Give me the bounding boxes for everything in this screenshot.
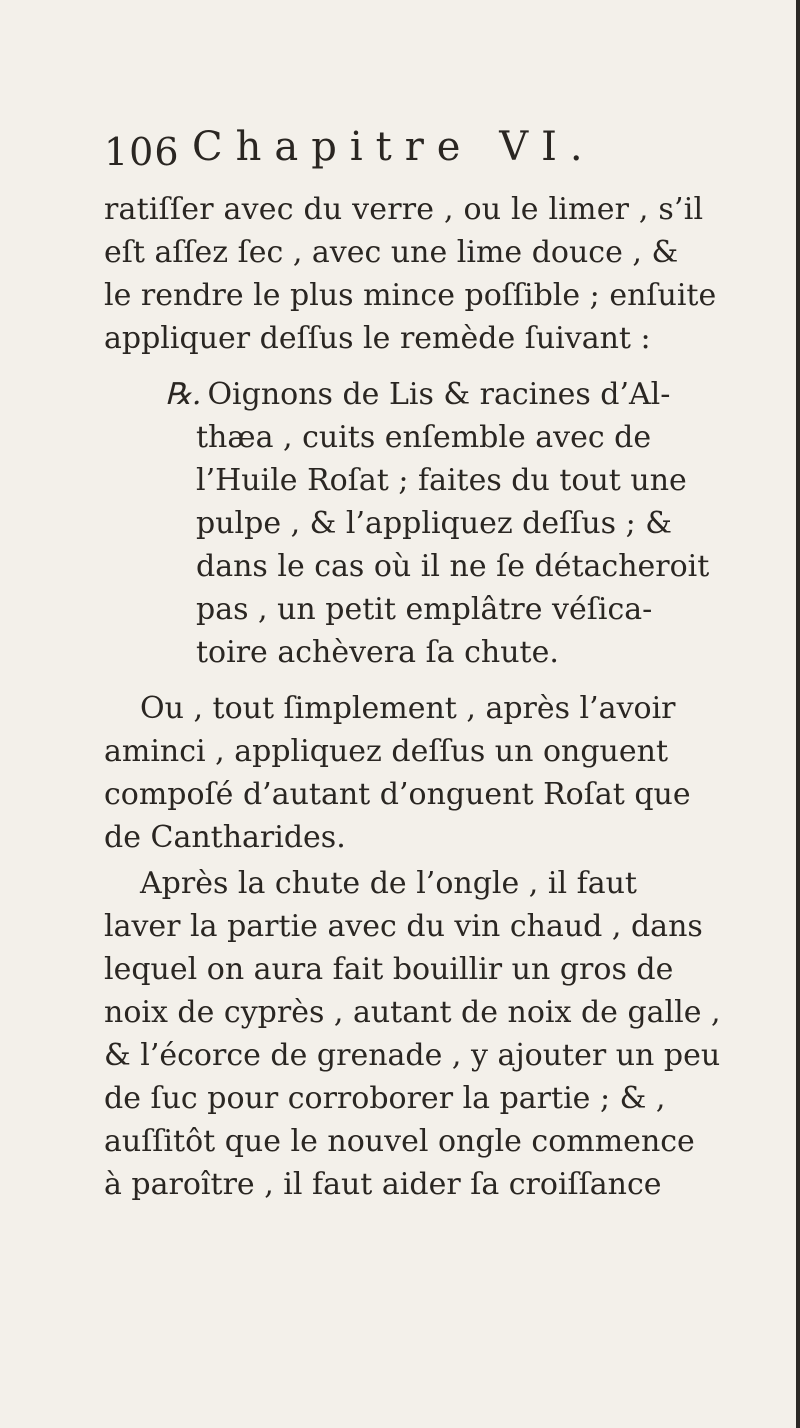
paragraph-2-line-1: Ou , tout ſimplement , après l’avoir <box>140 691 676 726</box>
recipe-symbol: ℞. <box>165 377 202 412</box>
paragraph-3-line-2: laver la partie avec du vin chaud , dans <box>104 909 703 944</box>
paragraph-3-line-7: auſſitôt que le nouvel ongle commence <box>104 1124 695 1159</box>
paragraph-3-line-3: lequel on aura fait bouillir un gros de <box>104 952 674 987</box>
paragraph-2-line-4: de Cantharides. <box>104 820 346 855</box>
recipe-line-6: pas , un petit emplâtre véſica- <box>196 592 653 627</box>
chapter-title: Chapitre VI. <box>192 124 596 170</box>
paragraph-3-line-1: Après la chute de l’ongle , il faut <box>140 866 637 901</box>
paragraph-1-line-1: ratiſſer avec du verre , ou le limer , s’il <box>104 192 704 227</box>
recipe-line-1-text: Oignons de Lis & racines d’Al- <box>207 377 671 412</box>
page-number: 106 <box>104 130 180 174</box>
recipe-line-2: thæa , cuits enſemble avec de <box>196 420 652 455</box>
recipe-line-7: toire achèvera ſa chute. <box>196 635 559 670</box>
paragraph-2-line-3: compoſé d’autant d’onguent Roſat que <box>104 777 691 812</box>
paragraph-1-line-2: eſt aſſez ſec , avec une lime douce , & <box>104 235 679 270</box>
recipe-line-4: pulpe , & l’appliquez deſſus ; & <box>196 506 672 541</box>
running-header <box>104 124 724 174</box>
paragraph-3-line-5: & l’écorce de grenade , y ajouter un peu <box>104 1038 721 1073</box>
paragraph-3-line-4: noix de cyprès , autant de noix de galle , <box>104 995 721 1030</box>
recipe-line-1 <box>165 375 670 415</box>
paragraph-1-line-4: appliquer deſſus le remède ſuivant : <box>104 321 651 356</box>
recipe-line-3: l’Huile Roſat ; faites du tout une <box>196 463 687 498</box>
page-edge <box>796 0 800 1428</box>
paragraph-3-line-6: de ſuc pour corroborer la partie ; & , <box>104 1081 666 1116</box>
recipe-line-5: dans le cas où il ne ſe détacheroit <box>196 549 710 584</box>
paragraph-1-line-3: le rendre le plus mince poſſible ; enſuite <box>104 278 717 313</box>
paragraph-3-line-8: à paroître , il faut aider ſa croiſſance <box>104 1167 662 1202</box>
paragraph-2-line-2: aminci , appliquez deſſus un onguent <box>104 734 668 769</box>
